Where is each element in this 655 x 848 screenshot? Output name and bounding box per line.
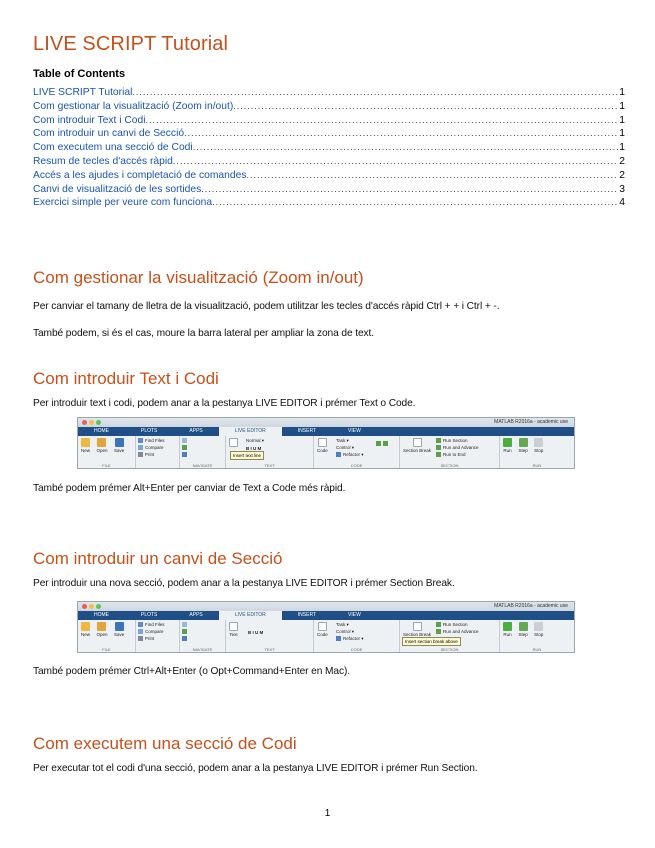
open-folder-icon [97, 438, 106, 447]
section-heading-text-code: Com introduir Text i Codi [33, 369, 219, 388]
group-label: TEXT [264, 463, 275, 468]
toc-leader [184, 127, 618, 141]
toc-leader [146, 114, 619, 128]
save-icon [115, 622, 124, 631]
refactor-button[interactable]: Refactor ▾ [336, 451, 364, 458]
minimize-window-icon[interactable] [89, 604, 94, 609]
step-icon [519, 622, 528, 631]
run-advance-icon [436, 445, 441, 450]
print-icon [138, 636, 143, 641]
section-heading-section-break: Com introduir un canvi de Secció [33, 549, 283, 568]
toc-link[interactable]: LIVE SCRIPT Tutorial [33, 87, 133, 98]
print-button[interactable]: Print [138, 451, 177, 458]
open-folder-icon [97, 622, 106, 631]
code-options [336, 621, 364, 642]
section-heading-run-section: Com executem una secció de Codi [33, 734, 297, 753]
find-files-icon [138, 622, 143, 627]
run-advance-icon [436, 629, 441, 634]
compare-icon [138, 629, 143, 634]
run-section-button[interactable]: Run Section [436, 621, 479, 628]
window-title: MATLAB R2016a - academic use [494, 419, 568, 425]
toc-page-number: 1 [619, 87, 625, 98]
toc-page-number: 3 [619, 183, 625, 195]
stop-button[interactable]: Stop [534, 621, 543, 637]
toc-leader [132, 86, 618, 100]
goto-icon [182, 445, 187, 450]
paragraph: Per introduir text i codi, podem anar a la pestanya LIVE EDITOR i prémer Text o Code. [33, 398, 416, 409]
tab-insert[interactable]: INSERT [297, 428, 317, 434]
run-button[interactable]: Run [503, 621, 512, 637]
new-button[interactable]: New [81, 621, 90, 637]
print-button[interactable]: Print [138, 635, 177, 642]
find-icon [182, 452, 187, 457]
find-files-icon [138, 438, 143, 443]
goto-icon [182, 629, 187, 634]
indent-buttons[interactable] [376, 440, 390, 447]
section-break-button[interactable]: Section Break [403, 621, 431, 637]
run-and-advance-button[interactable]: Run and Advance [436, 444, 479, 451]
run-to-end-button[interactable]: Run to End [436, 451, 479, 458]
navigate-group [180, 620, 226, 652]
toc-link[interactable]: Canvi de visualització de les sortides [33, 183, 202, 195]
tab-plots[interactable]: PLOTS [141, 428, 158, 434]
text-icon [229, 622, 238, 631]
toc-leader [247, 169, 619, 183]
compare-button[interactable]: Compare [138, 628, 177, 635]
close-window-icon[interactable] [82, 604, 87, 609]
run-group [500, 620, 574, 652]
ribbon-body [78, 620, 574, 652]
toc-link[interactable]: Com gestionar la visualització (Zoom in/out) [33, 100, 234, 112]
tab-plots[interactable]: PLOTS [141, 612, 158, 618]
toc-entry[interactable] [33, 86, 625, 100]
toc-page-number: 1 [619, 100, 625, 112]
toc-entry[interactable] [33, 196, 625, 210]
back-arrow-icon [182, 622, 187, 627]
tooltip: Insert text line [230, 451, 264, 460]
go-back-button[interactable] [182, 621, 223, 628]
toc-page-number: 2 [619, 155, 625, 167]
save-button[interactable]: Save [114, 437, 124, 453]
matlab-toolstrip-screenshot [77, 417, 575, 469]
run-section-button[interactable]: Run Section [436, 437, 479, 444]
group-label: FILE [102, 463, 111, 468]
group-label: NAVIGATE [192, 463, 213, 468]
window-titlebar [78, 418, 574, 427]
toc-leader [193, 141, 619, 155]
group-label: FILE [102, 647, 111, 652]
run-icon [503, 438, 512, 447]
tab-live-editor[interactable]: LIVE EDITOR [219, 427, 282, 436]
tab-insert[interactable]: INSERT [297, 612, 317, 618]
go-to-button[interactable] [182, 628, 223, 635]
group-label: SECTION [440, 463, 459, 468]
run-section-icon [436, 438, 441, 443]
new-button[interactable]: New [81, 437, 90, 453]
toc-page-number: 4 [619, 197, 625, 209]
tab-view[interactable]: VIEW [348, 428, 361, 434]
find-files-group [136, 620, 180, 652]
tab-apps[interactable]: APPS [189, 612, 203, 618]
table-of-contents [33, 86, 625, 210]
toc-entry[interactable] [33, 183, 625, 197]
toc-link[interactable]: Accés a les ajudes i completació de comandes [33, 169, 247, 181]
group-label: SECTION [440, 647, 459, 652]
run-to-end-icon [436, 452, 441, 457]
maximize-window-icon[interactable] [96, 420, 101, 425]
document-title: LIVE SCRIPT Tutorial [33, 33, 229, 55]
outdent-icon [383, 441, 388, 446]
code-icon [318, 438, 327, 447]
indent-icon [376, 441, 381, 446]
refactor-button[interactable]: Refactor ▾ [336, 635, 364, 642]
text-group [226, 620, 314, 652]
minimize-window-icon[interactable] [89, 420, 94, 425]
maximize-window-icon[interactable] [96, 604, 101, 609]
task-button[interactable]: Task ▾ [336, 622, 349, 627]
refactor-icon [336, 636, 341, 641]
matlab-toolstrip-screenshot [77, 601, 575, 653]
file-group [78, 436, 136, 468]
ribbon-body [78, 436, 574, 468]
tab-home[interactable]: HOME [94, 612, 109, 618]
toc-page-number: 1 [619, 142, 625, 154]
new-icon [81, 438, 90, 447]
file-group [78, 620, 136, 652]
code-group [314, 620, 400, 652]
section-run-options [436, 621, 479, 635]
paragraph: Per canviar el tamany de lletra de la visualització, podem utilitzar les tecles d'accés ràpid Ctrl + + i Ctrl + -. [33, 301, 500, 312]
tab-live-editor[interactable]: LIVE EDITOR [219, 611, 282, 620]
task-button[interactable]: Task ▾ [336, 438, 349, 443]
section-break-button[interactable]: Section Break [403, 437, 431, 453]
toc-entry[interactable] [33, 114, 625, 128]
run-icon [503, 622, 512, 631]
code-button[interactable]: Code [317, 621, 328, 637]
toc-entry[interactable] [33, 155, 625, 169]
window-titlebar [78, 602, 574, 611]
tooltip: Insert section break above [402, 637, 461, 646]
refactor-icon [336, 452, 341, 457]
run-section-icon [436, 622, 441, 627]
section-break-icon [413, 438, 422, 447]
toc-page-number: 2 [619, 169, 625, 181]
find-files-group [136, 436, 180, 468]
toc-entry[interactable] [33, 141, 625, 155]
run-and-advance-button[interactable]: Run and Advance [436, 628, 479, 635]
code-button[interactable]: Code [317, 437, 328, 453]
find-button[interactable] [182, 451, 223, 458]
toc-page-number: 1 [619, 114, 625, 126]
toc-link[interactable]: Com introduir Text i Codi [33, 114, 146, 126]
find-icon [182, 636, 187, 641]
find-files-button[interactable]: Find Files [138, 621, 177, 628]
text-button[interactable] [229, 437, 238, 448]
run-group [500, 436, 574, 468]
find-files-button[interactable]: Find Files [138, 437, 177, 444]
tab-view[interactable]: VIEW [348, 612, 361, 618]
toc-entry[interactable] [33, 100, 625, 114]
group-label: RUN [532, 647, 542, 652]
open-button[interactable]: Open [96, 437, 107, 453]
compare-button[interactable]: Compare [138, 444, 177, 451]
close-window-icon[interactable] [82, 420, 87, 425]
run-button[interactable]: Run [503, 437, 512, 453]
toc-link[interactable]: Exercici simple per veure com funciona [33, 197, 213, 209]
window-title: MATLAB R2016a - academic use [494, 603, 568, 609]
stop-icon [534, 622, 543, 631]
tab-apps[interactable]: APPS [189, 428, 203, 434]
ribbon-tabs [78, 611, 574, 620]
paragraph: Per executar tot el codi d'una secció, podem anar a la pestanya LIVE EDITOR i prémer Run Section. [33, 763, 478, 774]
stop-button[interactable]: Stop [534, 437, 543, 453]
text-icon [229, 438, 238, 447]
toc-page-number: 1 [619, 128, 625, 140]
format-buttons[interactable]: B I U M [248, 630, 264, 635]
text-group [226, 436, 314, 468]
section-heading-zoom: Com gestionar la visualització (Zoom in/out) [33, 268, 364, 287]
find-button[interactable] [182, 635, 223, 642]
save-button[interactable]: Save [114, 621, 124, 637]
toc-link[interactable]: Com introduir un canvi de Secció [33, 128, 185, 140]
toc-link[interactable]: Com executem una secció de Codi [33, 142, 193, 154]
step-button[interactable]: Step [518, 621, 527, 637]
back-arrow-icon [182, 438, 187, 443]
control-button[interactable]: Control ▾ [336, 445, 355, 450]
new-icon [81, 622, 90, 631]
tab-home[interactable]: HOME [94, 428, 109, 434]
stop-icon [534, 438, 543, 447]
navigate-group [180, 436, 226, 468]
open-button[interactable]: Open [96, 621, 107, 637]
toc-leader [173, 155, 618, 169]
code-group [314, 436, 400, 468]
group-label: CODE [350, 647, 363, 652]
paragraph: També podem prémer Alt+Enter per canviar de Text a Code més ràpid. [33, 483, 346, 494]
group-label: CODE [350, 463, 363, 468]
section-group [400, 436, 500, 468]
paragraph: Per introduir una nova secció, podem anar a la pestanya LIVE EDITOR i prémer Section Break. [33, 578, 455, 589]
control-button[interactable]: Control ▾ [336, 629, 355, 634]
section-run-options [436, 437, 479, 458]
toc-entry[interactable] [33, 127, 625, 141]
step-icon [519, 438, 528, 447]
save-icon [115, 438, 124, 447]
toc-leader [201, 183, 618, 197]
toc-leader [233, 100, 618, 114]
toc-link[interactable]: Resum de tecles d'accés ràpid [33, 155, 173, 167]
text-button[interactable]: Text [229, 621, 238, 637]
section-break-icon [413, 622, 422, 631]
page-number: 1 [324, 808, 331, 819]
group-label: NAVIGATE [192, 647, 213, 652]
section-group [400, 620, 500, 652]
format-buttons[interactable]: B I U M [246, 446, 262, 451]
toc-entry[interactable] [33, 169, 625, 183]
ribbon-tabs [78, 427, 574, 436]
go-back-button[interactable] [182, 437, 223, 444]
go-to-button[interactable] [182, 444, 223, 451]
normal-style-dropdown[interactable]: Normal ▾ [246, 438, 265, 443]
group-label: TEXT [264, 647, 275, 652]
code-options [336, 437, 364, 458]
paragraph: També podem, si és el cas, moure la barra lateral per ampliar la zona de text. [33, 328, 375, 339]
compare-icon [138, 445, 143, 450]
step-button[interactable]: Step [518, 437, 527, 453]
print-icon [138, 452, 143, 457]
code-icon [318, 622, 327, 631]
toc-leader [212, 196, 618, 210]
group-label: RUN [532, 463, 542, 468]
paragraph: També podem prémer Ctrl+Alt+Enter (o Opt+Command+Enter en Mac). [33, 666, 351, 677]
toc-heading: Table of Contents [33, 68, 126, 80]
